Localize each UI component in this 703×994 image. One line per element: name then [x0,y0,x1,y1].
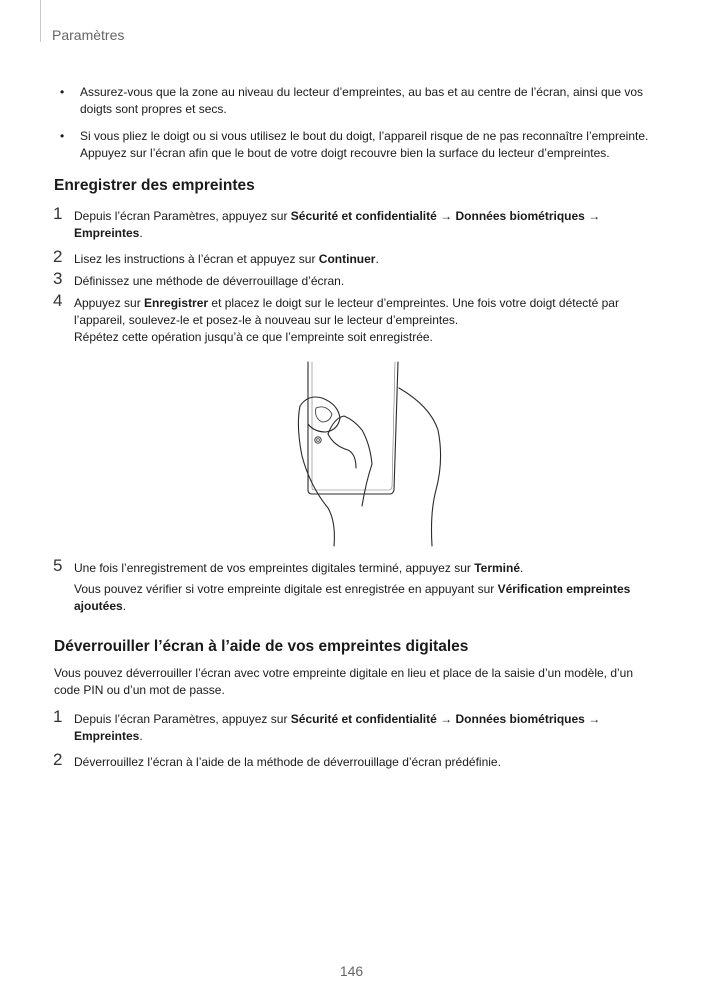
hand-outline [328,416,372,506]
step-number: 2 [53,247,63,266]
thumb-tip [300,397,340,432]
step-number: 2 [53,750,63,769]
page-content [54,84,650,771]
step-4: 4 Appuyez sur Enregistrer et placez le doigt sur le lecteur d’empreintes. Une fois votre doigt détecté par l’appareil, soulevez-le et posez-le à nouveau sur le lecteur d’empreintes. Répétez cette opération jusqu’à ce que l’empreinte soit enregistrée. [53,291,619,344]
section-title-deverrouiller: Déverrouiller l’écran à l’aide de vos empreintes digitales [54,638,469,655]
header-rule [40,0,41,42]
step-2: 2 Déverrouillez l’écran à l’aide de la méthode de déverrouillage d’écran prédéfinie. [53,750,501,769]
bullet-icon: • [60,129,65,143]
thumb-outline [298,406,334,546]
step-number: 5 [53,556,63,575]
step-number: 4 [53,291,63,310]
phone-inner-edge [312,362,395,490]
step-number: 3 [53,269,63,288]
phone-outline [308,362,398,494]
tips-list [54,84,650,162]
thumb-nail [316,407,332,422]
list-item: • Si vous pliez le doigt ou si vous utilisez le bout du doigt, l’appareil risque de ne pas reconnaître l’empreinte. Appuyez sur l’écran afin que le bout de votre doigt recouvre bien la surface du lecteur d’empreintes. [60,129,649,160]
step-1: 1 Depuis l’écran Paramètres, appuyez sur Sécurité et confidentialité → Données biométriques → Empreintes. [53,707,601,743]
section-title-enregistrer: Enregistrer des empreintes [54,177,255,194]
finger-outline [399,388,441,546]
step-number: 1 [53,204,63,223]
step-2: 2 Lisez les instructions à l’écran et appuyez sur Continuer. [53,247,379,266]
page-number: 146 [339,963,364,979]
steps-enregistrer [53,204,650,346]
bullet-icon: • [60,85,65,99]
step-3: 3 Définissez une méthode de déverrouillage d’écran. [53,269,345,288]
sensor-point [315,437,321,443]
section-intro: Vous pouvez déverrouiller l’écran avec votre empreinte digitale en lieu et place de la saisie d’un modèle, d’un code PIN ou d’un mot de passe. [54,666,634,697]
step-1: 1 Depuis l’écran Paramètres, appuyez sur Sécurité et confidentialité → Données biométriques → Empreintes. [53,204,601,240]
steps-deverrouiller [53,707,650,771]
list-item: • Assurez-vous que la zone au niveau du lecteur d’empreintes, au bas et au centre de l’écran, ainsi que vos doigts sont propres et secs. [60,85,644,116]
page-header-title: Paramètres [52,27,125,43]
step-number: 1 [53,707,63,726]
step-5: 5 Une fois l’enregistrement de vos empreintes digitales terminé, appuyez sur Terminé. Vous pouvez vérifier si votre empreinte digitale est enregistrée en appuyant sur Vérification empreintes ajoutées. [53,556,631,613]
fingerprint-illustration [252,360,452,550]
steps-enregistrer-suite [53,556,650,615]
sensor-point-inner [317,439,320,442]
